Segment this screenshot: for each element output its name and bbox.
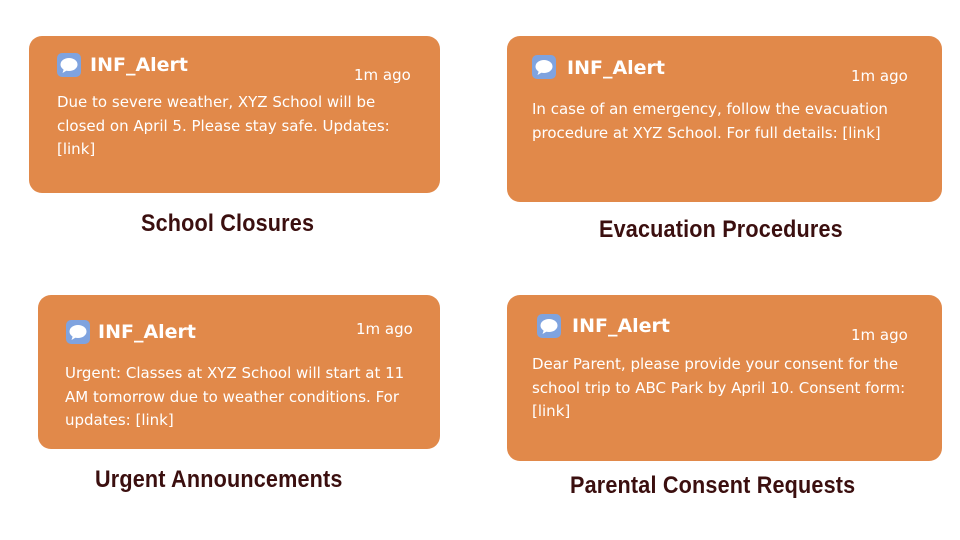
app-name: INF_Alert [572, 315, 671, 337]
app-name: INF_Alert [98, 321, 197, 343]
message-bubble-icon [532, 55, 556, 79]
notification-card-parental-consent-requests[interactable] [507, 295, 942, 461]
caption-school-closures: School Closures [141, 210, 315, 237]
app-name: INF_Alert [567, 57, 666, 79]
notification-time: 1m ago [851, 67, 908, 85]
notification-message: Dear Parent, please provide your consent for the school trip to ABC Park by April 10. Consent form: [link] [532, 355, 906, 420]
notification-card-evacuation-procedures[interactable] [507, 36, 942, 202]
notification-card-school-closures[interactable] [29, 36, 440, 193]
caption-evacuation-procedures: Evacuation Procedures [599, 216, 843, 243]
notification-time: 1m ago [354, 66, 411, 84]
message-bubble-icon [537, 314, 561, 338]
notification-time: 1m ago [851, 326, 908, 344]
notification-time: 1m ago [356, 320, 413, 338]
caption-urgent-announcements: Urgent Announcements [95, 466, 343, 493]
notification-message: Urgent: Classes at XYZ School will start at 11 AM tomorrow due to weather conditions. For updates: [link] [65, 364, 405, 429]
app-name: INF_Alert [90, 54, 189, 76]
notification-message: Due to severe weather, XYZ School will be closed on April 5. Please stay safe. Updates: [link] [57, 93, 390, 158]
notification-card-urgent-announcements[interactable] [38, 295, 440, 449]
message-bubble-icon [57, 53, 81, 77]
notification-message: In case of an emergency, follow the evacuation procedure at XYZ School. For full details: [link] [532, 100, 888, 142]
message-bubble-icon [66, 320, 90, 344]
caption-parental-consent-requests: Parental Consent Requests [570, 472, 856, 499]
